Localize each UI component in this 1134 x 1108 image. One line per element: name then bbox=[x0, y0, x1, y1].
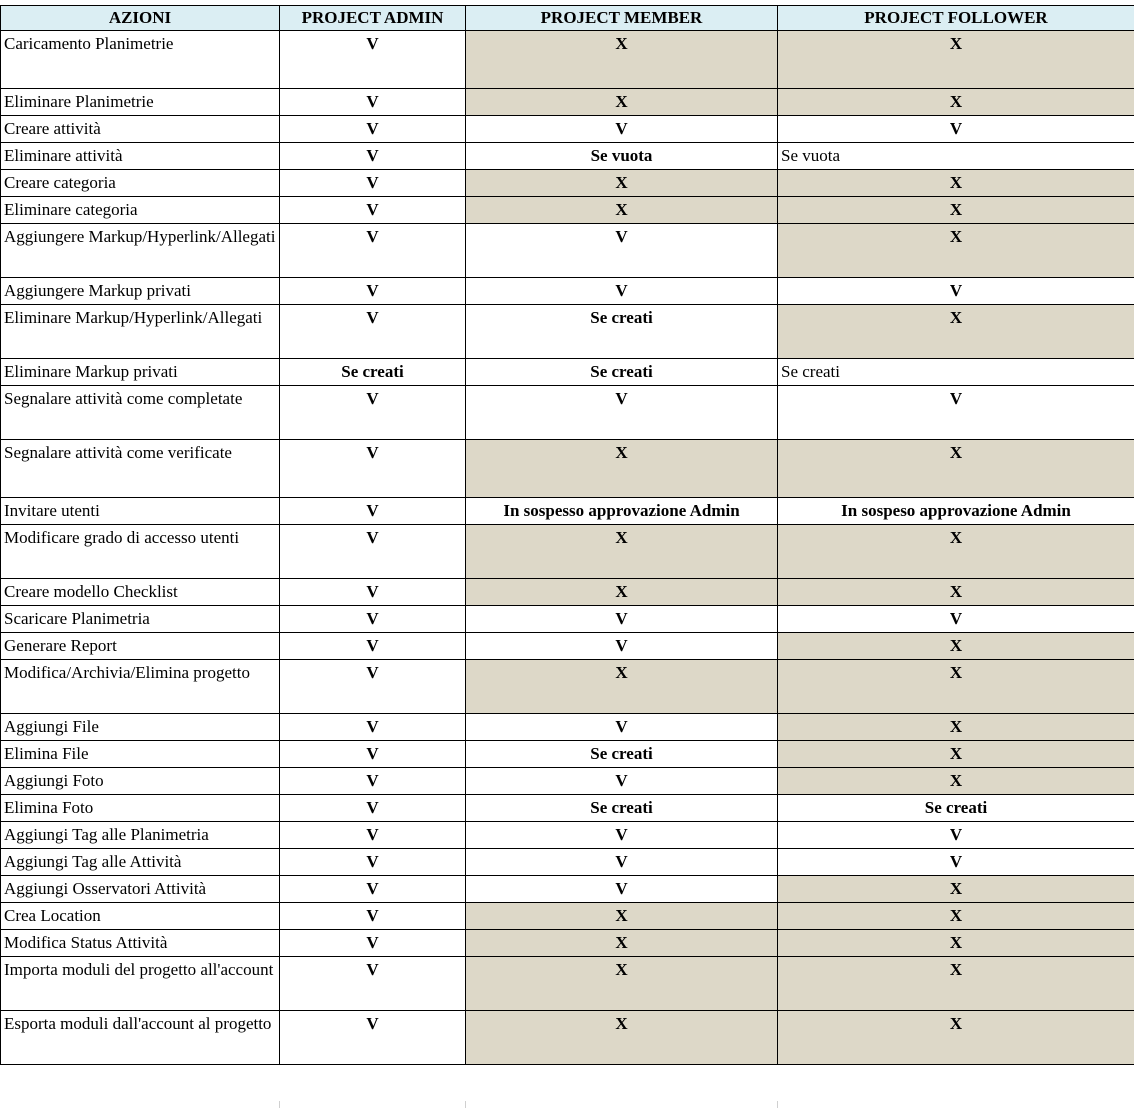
member-cell: V bbox=[466, 714, 778, 741]
table-row bbox=[1, 143, 1134, 170]
member-cell: X bbox=[466, 440, 778, 498]
table-row bbox=[1, 957, 1134, 1011]
action-cell: Elimina Foto bbox=[1, 795, 280, 822]
follower-cell: X bbox=[778, 224, 1134, 278]
member-cell: V bbox=[466, 606, 778, 633]
action-cell: Eliminare Markup privati bbox=[1, 359, 280, 386]
action-cell: Esporta moduli dall'account al progetto bbox=[1, 1011, 280, 1065]
admin-cell: V bbox=[280, 768, 466, 795]
member-cell: V bbox=[466, 224, 778, 278]
admin-cell: V bbox=[280, 170, 466, 197]
action-cell: Importa moduli del progetto all'account bbox=[1, 957, 280, 1011]
member-cell: V bbox=[466, 768, 778, 795]
action-cell: Aggiungi Foto bbox=[1, 768, 280, 795]
follower-cell: X bbox=[778, 305, 1134, 359]
action-cell: Segnalare attività come completate bbox=[1, 386, 280, 440]
member-cell: V bbox=[466, 386, 778, 440]
table-row bbox=[1, 197, 1134, 224]
admin-cell: V bbox=[280, 660, 466, 714]
member-cell: Se creati bbox=[466, 305, 778, 359]
table-row bbox=[1, 579, 1134, 606]
follower-cell: X bbox=[778, 957, 1134, 1011]
action-cell: Aggiungere Markup privati bbox=[1, 278, 280, 305]
table-row bbox=[1, 741, 1134, 768]
follower-cell: X bbox=[778, 903, 1134, 930]
action-cell: Caricamento Planimetrie bbox=[1, 31, 280, 89]
member-cell: V bbox=[466, 849, 778, 876]
table-row bbox=[1, 849, 1134, 876]
action-cell: Aggiungi Tag alle Attività bbox=[1, 849, 280, 876]
action-cell: Scaricare Planimetria bbox=[1, 606, 280, 633]
action-cell: Creare categoria bbox=[1, 170, 280, 197]
table-row bbox=[1, 224, 1134, 278]
header-project-follower: PROJECT FOLLOWER bbox=[778, 6, 1134, 31]
member-cell: X bbox=[466, 31, 778, 89]
table-row bbox=[1, 876, 1134, 903]
table-row bbox=[1, 714, 1134, 741]
follower-cell: V bbox=[778, 386, 1134, 440]
table-row bbox=[1, 305, 1134, 359]
action-cell: Creare modello Checklist bbox=[1, 579, 280, 606]
action-cell: Generare Report bbox=[1, 633, 280, 660]
member-cell: Se creati bbox=[466, 741, 778, 768]
action-cell: Eliminare Markup/Hyperlink/Allegati bbox=[1, 305, 280, 359]
member-cell: Se creati bbox=[466, 359, 778, 386]
action-cell: Creare attività bbox=[1, 116, 280, 143]
header-project-member: PROJECT MEMBER bbox=[466, 6, 778, 31]
member-cell: In sospesso approvazione Admin bbox=[466, 498, 778, 525]
table-row bbox=[1, 440, 1134, 498]
admin-cell: V bbox=[280, 224, 466, 278]
action-cell: Elimina File bbox=[1, 741, 280, 768]
sheet-gridline-remnant bbox=[0, 1101, 1134, 1108]
admin-cell: V bbox=[280, 143, 466, 170]
action-cell: Crea Location bbox=[1, 903, 280, 930]
member-cell: X bbox=[466, 660, 778, 714]
admin-cell: V bbox=[280, 930, 466, 957]
member-cell: X bbox=[466, 197, 778, 224]
header-project-admin: PROJECT ADMIN bbox=[280, 6, 466, 31]
admin-cell: V bbox=[280, 714, 466, 741]
table-row bbox=[1, 1011, 1134, 1065]
follower-cell: V bbox=[778, 116, 1134, 143]
member-cell: V bbox=[466, 116, 778, 143]
admin-cell: V bbox=[280, 498, 466, 525]
table-row bbox=[1, 116, 1134, 143]
table-row bbox=[1, 278, 1134, 305]
table-row bbox=[1, 795, 1134, 822]
follower-cell: X bbox=[778, 714, 1134, 741]
permissions-table bbox=[0, 5, 1134, 1065]
follower-cell: X bbox=[778, 741, 1134, 768]
action-cell: Modifica/Archivia/Elimina progetto bbox=[1, 660, 280, 714]
member-cell: V bbox=[466, 633, 778, 660]
member-cell: X bbox=[466, 930, 778, 957]
admin-cell: V bbox=[280, 795, 466, 822]
header-actions: AZIONI bbox=[1, 6, 280, 31]
header-row bbox=[1, 6, 1134, 31]
follower-cell: X bbox=[778, 170, 1134, 197]
admin-cell: V bbox=[280, 633, 466, 660]
table-row bbox=[1, 633, 1134, 660]
member-cell: X bbox=[466, 957, 778, 1011]
member-cell: X bbox=[466, 903, 778, 930]
follower-cell: X bbox=[778, 876, 1134, 903]
follower-cell: Se vuota bbox=[778, 143, 1134, 170]
admin-cell: V bbox=[280, 1011, 466, 1065]
follower-cell: In sospeso approvazione Admin bbox=[778, 498, 1134, 525]
admin-cell: V bbox=[280, 197, 466, 224]
member-cell: V bbox=[466, 876, 778, 903]
action-cell: Modifica Status Attività bbox=[1, 930, 280, 957]
table-row bbox=[1, 498, 1134, 525]
table-row bbox=[1, 89, 1134, 116]
follower-cell: V bbox=[778, 606, 1134, 633]
table-row bbox=[1, 31, 1134, 89]
member-cell: V bbox=[466, 278, 778, 305]
follower-cell: X bbox=[778, 197, 1134, 224]
admin-cell: V bbox=[280, 386, 466, 440]
action-cell: Aggiungere Markup/Hyperlink/Allegati bbox=[1, 224, 280, 278]
follower-cell: X bbox=[778, 633, 1134, 660]
admin-cell: V bbox=[280, 957, 466, 1011]
admin-cell: V bbox=[280, 849, 466, 876]
action-cell: Eliminare Planimetrie bbox=[1, 89, 280, 116]
follower-cell: X bbox=[778, 660, 1134, 714]
action-cell: Invitare utenti bbox=[1, 498, 280, 525]
action-cell: Aggiungi Osservatori Attività bbox=[1, 876, 280, 903]
follower-cell: X bbox=[778, 579, 1134, 606]
member-cell: X bbox=[466, 1011, 778, 1065]
action-cell: Aggiungi Tag alle Planimetria bbox=[1, 822, 280, 849]
member-cell: V bbox=[466, 822, 778, 849]
admin-cell: V bbox=[280, 741, 466, 768]
follower-cell: X bbox=[778, 1011, 1134, 1065]
follower-cell: X bbox=[778, 89, 1134, 116]
admin-cell: V bbox=[280, 876, 466, 903]
action-cell: Eliminare attività bbox=[1, 143, 280, 170]
table-row bbox=[1, 359, 1134, 386]
admin-cell: Se creati bbox=[280, 359, 466, 386]
follower-cell: V bbox=[778, 278, 1134, 305]
action-cell: Modificare grado di accesso utenti bbox=[1, 525, 280, 579]
follower-cell: Se creati bbox=[778, 359, 1134, 386]
table-row bbox=[1, 660, 1134, 714]
follower-cell: X bbox=[778, 440, 1134, 498]
follower-cell: X bbox=[778, 31, 1134, 89]
table-row bbox=[1, 903, 1134, 930]
action-cell: Segnalare attività come verificate bbox=[1, 440, 280, 498]
action-cell: Eliminare categoria bbox=[1, 197, 280, 224]
admin-cell: V bbox=[280, 278, 466, 305]
admin-cell: V bbox=[280, 579, 466, 606]
member-cell: X bbox=[466, 170, 778, 197]
admin-cell: V bbox=[280, 822, 466, 849]
follower-cell: V bbox=[778, 849, 1134, 876]
admin-cell: V bbox=[280, 903, 466, 930]
table-row bbox=[1, 386, 1134, 440]
admin-cell: V bbox=[280, 89, 466, 116]
follower-cell: Se creati bbox=[778, 795, 1134, 822]
admin-cell: V bbox=[280, 440, 466, 498]
member-cell: X bbox=[466, 525, 778, 579]
admin-cell: V bbox=[280, 116, 466, 143]
table-row bbox=[1, 822, 1134, 849]
table-row bbox=[1, 606, 1134, 633]
action-cell: Aggiungi File bbox=[1, 714, 280, 741]
table-row bbox=[1, 525, 1134, 579]
follower-cell: V bbox=[778, 822, 1134, 849]
member-cell: Se vuota bbox=[466, 143, 778, 170]
follower-cell: X bbox=[778, 930, 1134, 957]
admin-cell: V bbox=[280, 525, 466, 579]
member-cell: Se creati bbox=[466, 795, 778, 822]
admin-cell: V bbox=[280, 31, 466, 89]
follower-cell: X bbox=[778, 768, 1134, 795]
follower-cell: X bbox=[778, 525, 1134, 579]
table-row bbox=[1, 768, 1134, 795]
admin-cell: V bbox=[280, 305, 466, 359]
table-row bbox=[1, 930, 1134, 957]
admin-cell: V bbox=[280, 606, 466, 633]
member-cell: X bbox=[466, 89, 778, 116]
member-cell: X bbox=[466, 579, 778, 606]
table-row bbox=[1, 170, 1134, 197]
